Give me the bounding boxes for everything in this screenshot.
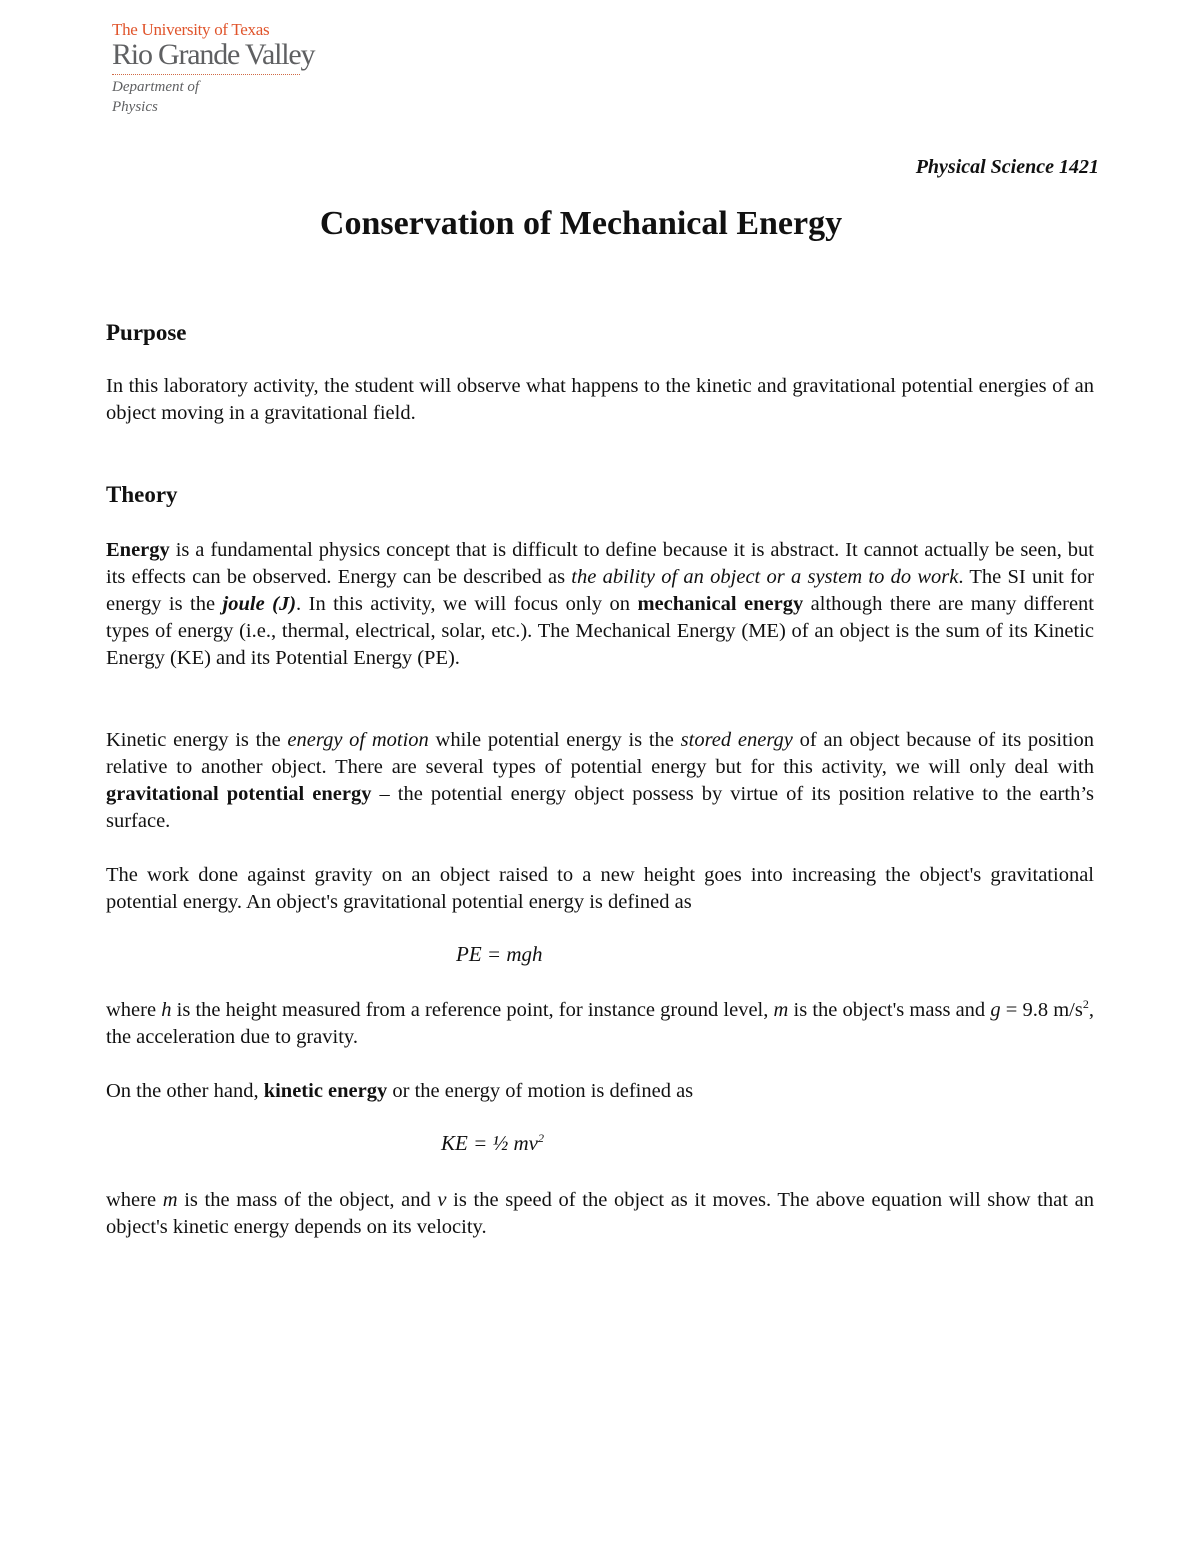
- text-span: where: [106, 999, 162, 1021]
- text-span: = 9.8 m/s: [1000, 999, 1083, 1021]
- page-title: Conservation of Mechanical Energy: [319, 205, 843, 242]
- text-span: , the acceleration due to gravity.: [106, 999, 1094, 1048]
- superscript: 2: [538, 1131, 544, 1145]
- text-span: is a fundamental physics concept that is difficult to define because it is abstract. It cannot actually be seen, but its effects can be observed. Energy can be described as: [106, 539, 1094, 588]
- university-logo: [112, 20, 342, 115]
- theory-paragraph-4: [106, 997, 1094, 1051]
- text-span: – the potential energy object possess by virtue of its position relative to the earth’s surface.: [106, 783, 1094, 832]
- logo-campus-name: Rio Grande Valley: [112, 38, 315, 71]
- theory-heading: Theory: [106, 482, 178, 507]
- text-span: although there are many different types of energy (i.e., thermal, electrical, solar, etc.). The Mechanical Energy (ME) of an object is the sum of its Kinetic Energy (KE) and its Potential Energy (PE).: [106, 593, 1095, 669]
- text-span: is the object's mass and: [788, 999, 991, 1021]
- purpose-heading: Purpose: [106, 320, 187, 345]
- text-span: is the speed of the object as it moves. The above equation will show that an object's kinetic energy depends on its velocity.: [106, 1189, 1094, 1238]
- logo-university-name: The University of Texas: [112, 20, 270, 39]
- definition-italic: the ability of an object or a system to do work: [571, 566, 959, 588]
- var-v: v: [437, 1189, 447, 1211]
- equation-text: KE = ½ mv: [441, 1131, 538, 1155]
- theory-paragraph-5: [106, 1078, 1094, 1105]
- term-energy-of-motion: energy of motion: [287, 729, 429, 751]
- var-h: h: [161, 999, 172, 1021]
- equation-kinetic-energy: [441, 1131, 544, 1156]
- var-g: g: [990, 999, 1001, 1021]
- equation-potential-energy: PE = mgh: [456, 942, 543, 966]
- text-span: Kinetic energy is the: [106, 729, 288, 751]
- text-span: or the energy of motion is defined as: [387, 1080, 694, 1102]
- term-joule: joule (J): [222, 593, 297, 615]
- var-m: m: [773, 999, 789, 1021]
- term-stored-energy: stored energy: [680, 729, 793, 751]
- logo-dept-line1: Department of: [112, 79, 200, 95]
- term-kinetic-energy: kinetic energy: [263, 1080, 388, 1102]
- term-energy: Energy: [106, 539, 170, 561]
- superscript: 2: [1082, 997, 1089, 1011]
- text-span: where: [106, 1189, 163, 1211]
- theory-paragraph-2: [106, 727, 1094, 835]
- logo-divider: [112, 74, 300, 75]
- theory-paragraph-6: [106, 1187, 1094, 1241]
- text-span: . In this activity, we will focus only on: [296, 593, 638, 615]
- text-span: On the other hand,: [106, 1080, 264, 1102]
- text-span: is the height measured from a reference point, for instance ground level,: [171, 999, 774, 1021]
- text-span: . The SI unit for energy is the: [106, 566, 1094, 615]
- var-m: m: [162, 1189, 178, 1211]
- purpose-text: In this laboratory activity, the student will observe what happens to the kinetic and gravitational potential energies of an object moving in a gravitational field.: [106, 375, 1094, 424]
- term-mechanical-energy: mechanical energy: [637, 593, 804, 615]
- text-span: while potential energy is the: [428, 729, 681, 751]
- text-span: is the mass of the object, and: [177, 1189, 438, 1211]
- theory-paragraph-1: [106, 537, 1094, 672]
- logo-dept-line2: Physics: [112, 99, 158, 115]
- theory-paragraph-3: The work done against gravity on an object raised to a new height goes into increasing the object's gravitational potential energy. An object's gravitational potential energy is defined as: [106, 864, 1094, 913]
- course-label: Physical Science 1421: [915, 156, 1099, 178]
- text-span: of an object because of its position relative to another object. There are several types of potential energy but for this activity, we will only deal with: [106, 729, 1094, 778]
- term-gravitational-pe: gravitational potential energy: [106, 783, 372, 805]
